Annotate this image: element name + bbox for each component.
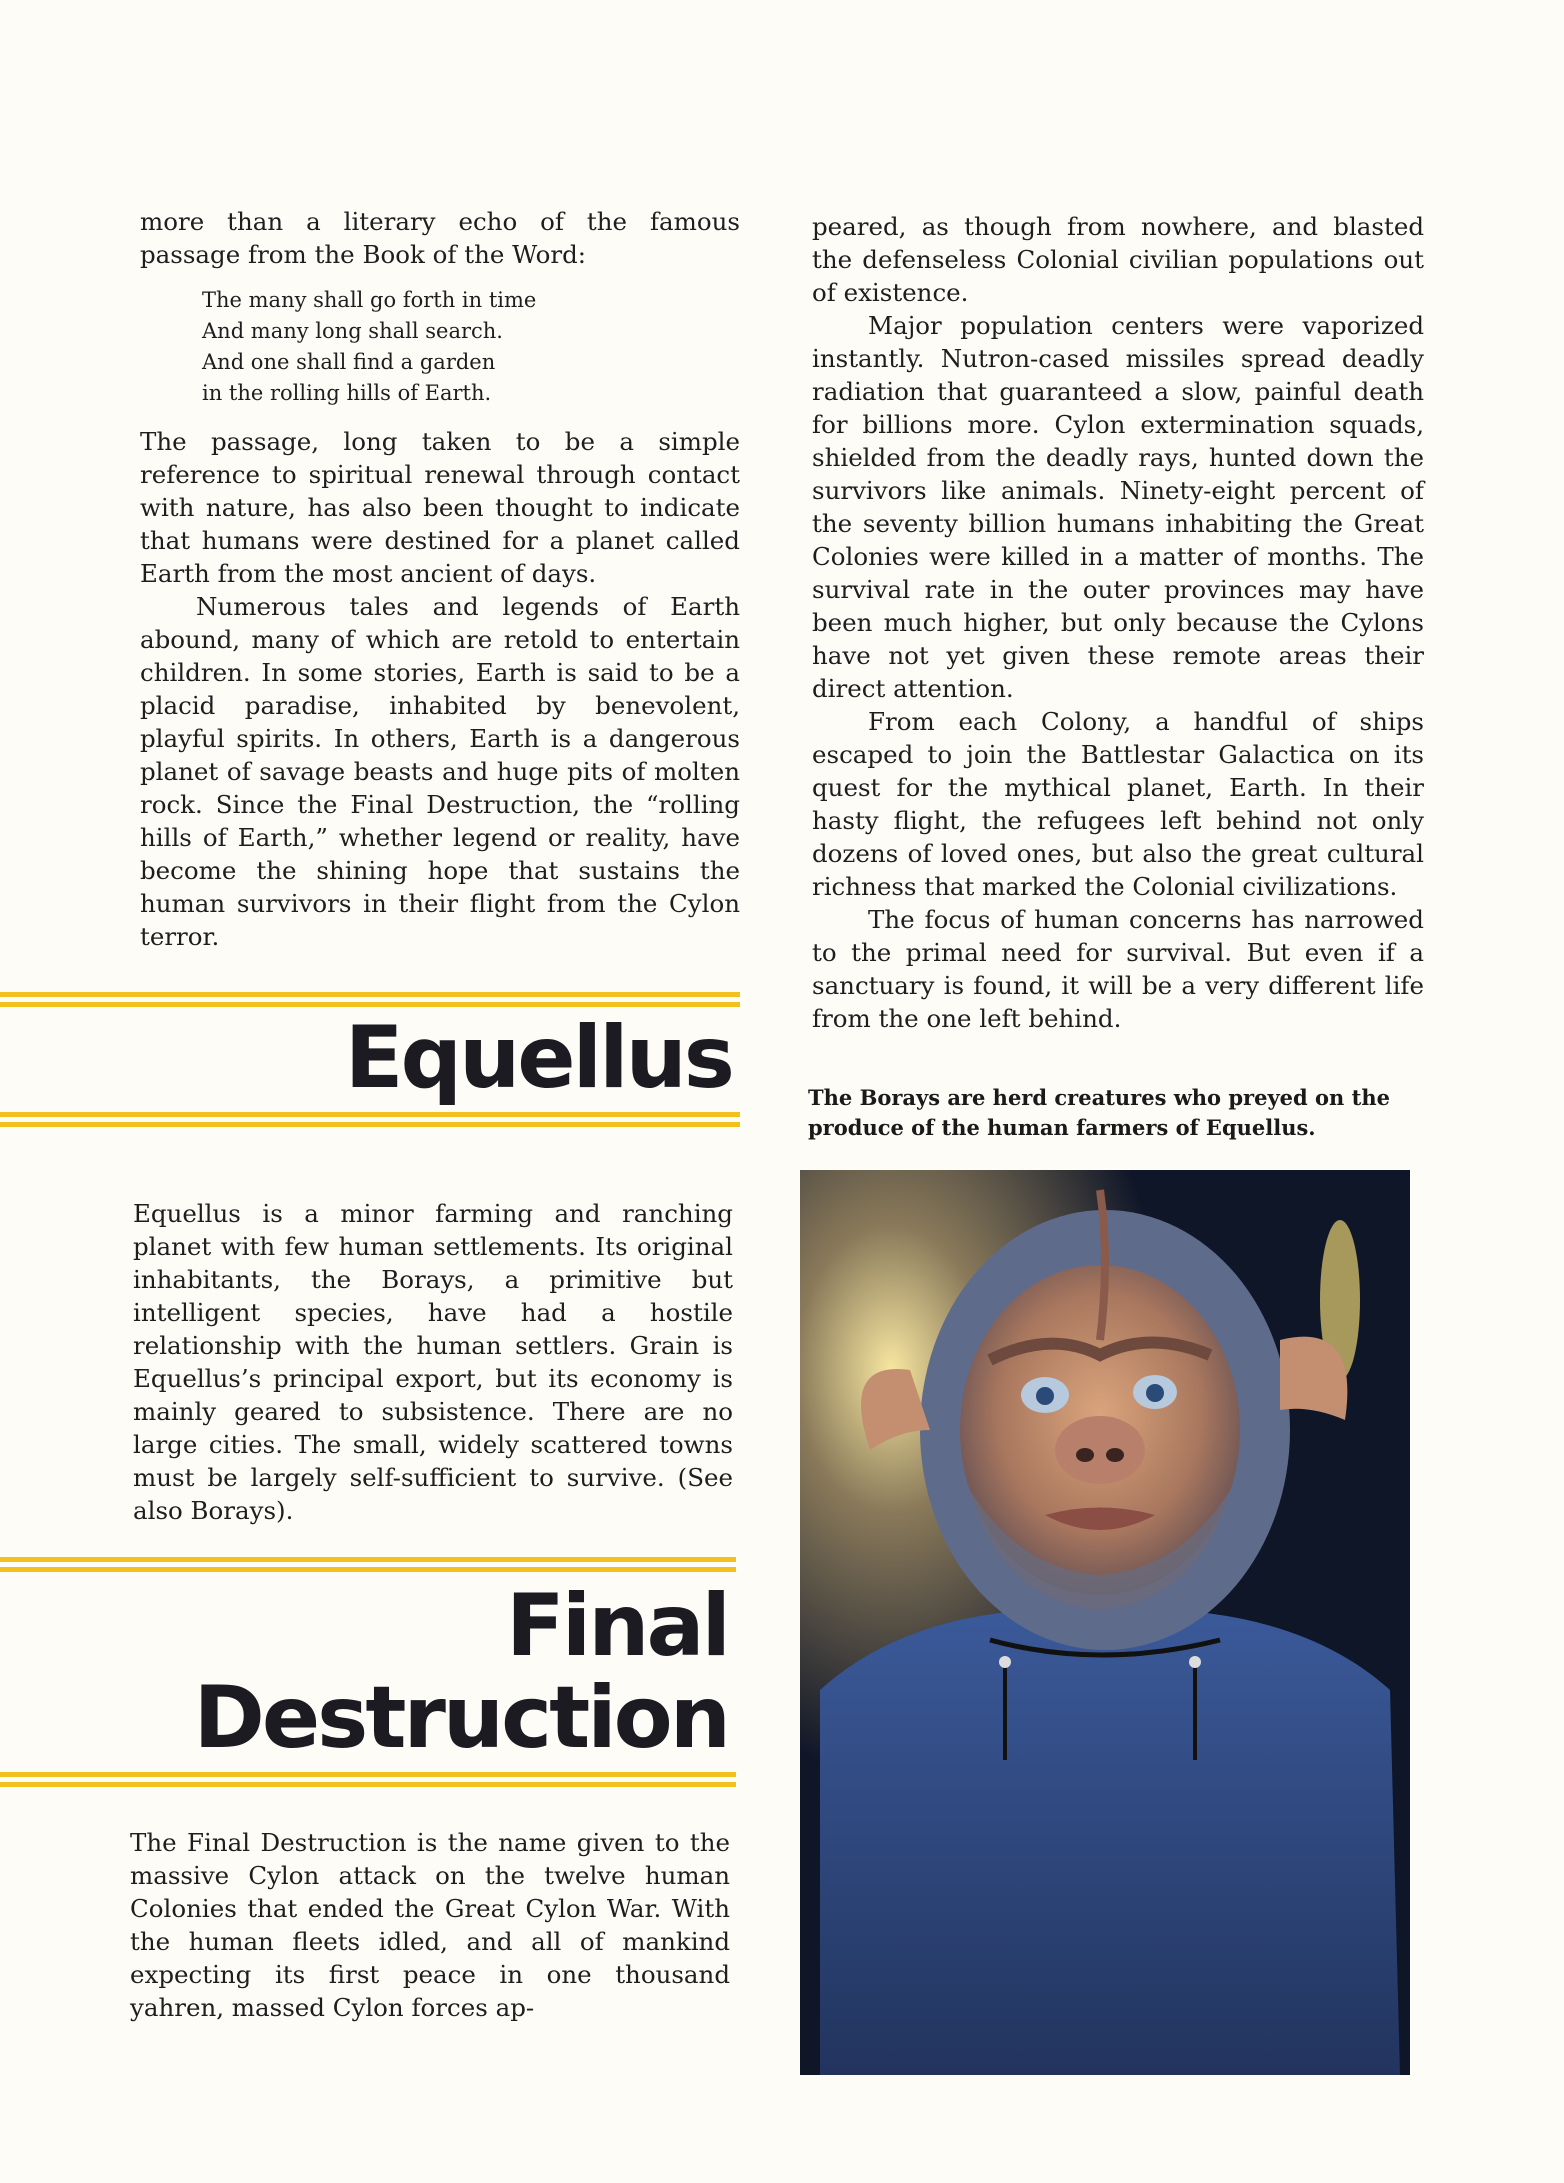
final-destruction-section (130, 1826, 730, 2024)
legends-paragraph: Numerous tales and legends of Earth abound, many of which are retold to entertain children. In some stories, Earth is said to be a placid paradise, inhabited by benevolent, playful spirits. In others, Earth is a dangerous planet of savage beasts and huge pits of molten rock. Since the Final Destruction, the “rolling hills of Earth,” whether legend or reality, have become the shining hope that sustains the human survivors in their flight from the Cylon terror. (140, 592, 740, 951)
intro-paragraph: more than a literary echo of the famous passage from the Book of the Word: (140, 207, 740, 269)
final-destruction-heading-band (0, 1557, 736, 1792)
photo-caption: The Borays are herd creatures who preyed on the produce of the human farmers of Equellus. (808, 1085, 1390, 1140)
right-paragraph-2: From each Colony, a handful of ships escaped to join the Battlestar Galactica on its quest for the mythical planet, Earth. In their hasty flight, the refugees left behind not only dozens of loved ones, but also the great cultural richness that marked the Colonial civilizations. (812, 707, 1424, 901)
equellus-heading: Equellus (344, 1008, 732, 1108)
boray-photo (800, 1170, 1410, 2075)
yellow-stripes-top (0, 1557, 736, 1572)
verse-line: The many shall go forth in time (202, 288, 537, 312)
right-paragraph-0: peared, as though from nowhere, and blasted the defenseless Colonial civilian populations out of existence. (812, 212, 1424, 307)
yellow-stripes-top (0, 992, 740, 1007)
equellus-body: Equellus is a minor farming and ranching planet with few human settlements. Its original inhabitants, the Borays, a primitive but intelligent species, have had a hostile relationship with the human settlers. Grain is Equellus’s principal export, but its economy is mainly geared to subsistence. There are no large cities. The small, widely scattered towns must be largely self-sufficient to survive. (See also Borays). (133, 1199, 733, 1525)
verse-quote (202, 285, 740, 409)
final-destruction-heading-line2: Destruction (193, 1668, 728, 1768)
left-column (140, 205, 740, 953)
equellus-section (133, 1197, 733, 1527)
right-paragraph-3: The focus of human concerns has narrowed to the primal need for survival. But even if a sanctuary is found, it will be a very different life from the one left behind. (812, 905, 1424, 1033)
right-paragraph-1: Major population centers were vaporized instantly. Nutron-cased missiles spread deadly radiation that guaranteed a slow, painful death for billions more. Cylon extermination squads, shielded from the deadly rays, hunted down the survivors like animals. Ninety-eight percent of the seventy billion humans inhabiting the Great Colonies were killed in a matter of months. The survival rate in the outer provinces may have been much higher, but only because the Cylons have not yet given these remote areas their direct attention. (812, 311, 1424, 703)
equellus-heading-band (0, 992, 740, 1132)
final-destruction-body: The Final Destruction is the name given to the massive Cylon attack on the twelve human Colonies that ended the Great Cylon War. With the human fleets idled, and all of mankind expecting its first peace in one thousand yahren, massed Cylon forces ap- (130, 1828, 730, 2022)
yellow-stripes-bottom (0, 1112, 740, 1127)
verse-line: And many long shall search. (202, 319, 503, 343)
right-column (812, 210, 1424, 1035)
boray-creature-image (800, 1170, 1410, 2075)
passage-paragraph: The passage, long taken to be a simple reference to spiritual renewal through contact with nature, has also been thought to indicate that humans were destined for a planet called Earth from the most ancient of days. (140, 427, 740, 588)
verse-line: in the rolling hills of Earth. (202, 381, 492, 405)
yellow-stripes-bottom (0, 1772, 736, 1787)
final-destruction-heading-line1: Final (506, 1576, 728, 1676)
verse-line: And one shall find a garden (202, 350, 496, 374)
